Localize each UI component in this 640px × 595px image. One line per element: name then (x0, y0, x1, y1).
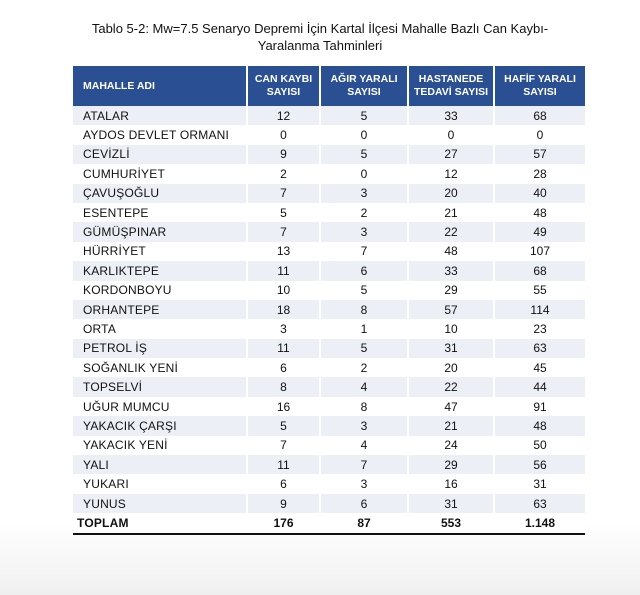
cell-light-injured: 49 (494, 222, 585, 241)
cell-neighbourhood: GÜMÜŞPINAR (73, 222, 247, 241)
cell-hospital-treatment: 31 (408, 339, 494, 358)
table-row (73, 125, 585, 144)
cell-deaths: 18 (247, 300, 320, 319)
cell-hospital-treatment: 24 (408, 436, 494, 455)
cell-neighbourhood: KARLIKTEPE (73, 261, 247, 280)
cell-hospital-treatment: 0 (408, 125, 494, 144)
table-header (73, 66, 585, 106)
cell-deaths: 7 (247, 222, 320, 241)
cell-hospital-treatment: 10 (408, 319, 494, 338)
table-row (73, 397, 585, 416)
cell-severe-injured: 7 (320, 242, 408, 261)
cell-deaths: 13 (247, 242, 320, 261)
cell-severe-injured: 3 (320, 184, 408, 203)
cell-severe-injured: 3 (320, 416, 408, 435)
cell-neighbourhood: YAKACIK YENİ (73, 436, 247, 455)
table-row (73, 222, 585, 241)
cell-light-injured: 0 (494, 125, 585, 144)
cell-deaths: 11 (247, 455, 320, 474)
table-row (73, 106, 585, 125)
cell-neighbourhood: ATALAR (73, 106, 247, 125)
cell-hospital-treatment: 29 (408, 455, 494, 474)
cell-severe-injured: 8 (320, 397, 408, 416)
cell-light-injured: 28 (494, 164, 585, 183)
cell-light-injured: 50 (494, 436, 585, 455)
cell-hospital-treatment: 21 (408, 203, 494, 222)
cell-neighbourhood: CUMHURİYET (73, 164, 247, 183)
cell-deaths: 16 (247, 397, 320, 416)
cell-severe-injured: 5 (320, 281, 408, 300)
cell-deaths: 2 (247, 164, 320, 183)
cell-severe-injured: 6 (320, 494, 408, 513)
cell-deaths: 7 (247, 184, 320, 203)
cell-deaths: 10 (247, 281, 320, 300)
cell-neighbourhood: UĞUR MUMCU (73, 397, 247, 416)
cell-deaths: 9 (247, 145, 320, 164)
cell-severe-injured: 4 (320, 436, 408, 455)
cell-neighbourhood: YUKARI (73, 474, 247, 493)
table-row (73, 339, 585, 358)
cell-severe-injured: 0 (320, 125, 408, 144)
cell-deaths: 0 (247, 125, 320, 144)
cell-light-injured: 63 (494, 339, 585, 358)
cell-neighbourhood: ORHANTEPE (73, 300, 247, 319)
cell-severe-injured: 5 (320, 106, 408, 125)
cell-light-injured: 91 (494, 397, 585, 416)
cell-hospital-treatment: 20 (408, 358, 494, 377)
cell-neighbourhood: CEVİZLİ (73, 145, 247, 164)
table-row (73, 281, 585, 300)
cell-severe-injured: 3 (320, 222, 408, 241)
cell-hospital-treatment: 48 (408, 242, 494, 261)
table-row (73, 261, 585, 280)
cell-deaths: 12 (247, 106, 320, 125)
header-deaths: CAN KAYBI SAYISI (247, 66, 320, 106)
table-caption (70, 20, 570, 54)
table-body (73, 106, 585, 534)
table-row (73, 474, 585, 493)
cell-severe-injured: 2 (320, 358, 408, 377)
table-row (73, 358, 585, 377)
caption-line-2: Yaralanma Tahminleri (257, 38, 383, 53)
header-light-injured: HAFİF YARALI SAYISI (494, 66, 585, 106)
table-row (73, 436, 585, 455)
cell-neighbourhood: ÇAVUŞOĞLU (73, 184, 247, 203)
cell-severe-injured: 5 (320, 339, 408, 358)
cell-neighbourhood: ORTA (73, 319, 247, 338)
cell-deaths: 6 (247, 358, 320, 377)
header-row (73, 66, 585, 106)
cell-hospital-treatment: 47 (408, 397, 494, 416)
cell-light-injured: 48 (494, 203, 585, 222)
cell-neighbourhood: ESENTEPE (73, 203, 247, 222)
table-row (73, 145, 585, 164)
cell-neighbourhood: KORDONBOYU (73, 281, 247, 300)
cell-severe-injured: 2 (320, 203, 408, 222)
cell-hospital-treatment: 12 (408, 164, 494, 183)
cell-severe-injured: 3 (320, 474, 408, 493)
header-severe-injured: AĞIR YARALI SAYISI (320, 66, 408, 106)
cell-light-injured: 114 (494, 300, 585, 319)
cell-light-injured: 23 (494, 319, 585, 338)
cell-light-injured: 68 (494, 106, 585, 125)
cell-neighbourhood: TOPSELVİ (73, 377, 247, 396)
table-row (73, 319, 585, 338)
cell-severe-injured: 0 (320, 164, 408, 183)
cell-severe-injured: 6 (320, 261, 408, 280)
cell-neighbourhood: HÜRRİYET (73, 242, 247, 261)
cell-deaths: 9 (247, 494, 320, 513)
total-cell-neighbourhood: TOPLAM (73, 513, 247, 533)
cell-severe-injured: 8 (320, 300, 408, 319)
cell-deaths: 5 (247, 416, 320, 435)
table-row (73, 377, 585, 396)
total-cell-severe-injured: 87 (320, 513, 408, 533)
cell-neighbourhood: AYDOS DEVLET ORMANI (73, 125, 247, 144)
cell-hospital-treatment: 29 (408, 281, 494, 300)
cell-light-injured: 57 (494, 145, 585, 164)
cell-light-injured: 31 (494, 474, 585, 493)
cell-deaths: 5 (247, 203, 320, 222)
cell-light-injured: 45 (494, 358, 585, 377)
cell-hospital-treatment: 33 (408, 106, 494, 125)
header-hospital-treatment: HASTANEDE TEDAVİ SAYISI (408, 66, 494, 106)
table-row (73, 242, 585, 261)
cell-severe-injured: 5 (320, 145, 408, 164)
cell-light-injured: 63 (494, 494, 585, 513)
total-cell-hospital-treatment: 553 (408, 513, 494, 533)
table-row (73, 300, 585, 319)
cell-hospital-treatment: 31 (408, 494, 494, 513)
cell-light-injured: 55 (494, 281, 585, 300)
cell-hospital-treatment: 27 (408, 145, 494, 164)
cell-light-injured: 44 (494, 377, 585, 396)
cell-severe-injured: 7 (320, 455, 408, 474)
cell-deaths: 7 (247, 436, 320, 455)
cell-neighbourhood: YUNUS (73, 494, 247, 513)
table-row (73, 455, 585, 474)
cell-hospital-treatment: 57 (408, 300, 494, 319)
cell-hospital-treatment: 16 (408, 474, 494, 493)
cell-hospital-treatment: 22 (408, 222, 494, 241)
header-neighbourhood: MAHALLE ADI (73, 66, 247, 106)
total-cell-light-injured: 1.148 (494, 513, 585, 533)
table-row (73, 416, 585, 435)
cell-deaths: 11 (247, 261, 320, 280)
cell-light-injured: 48 (494, 416, 585, 435)
cell-deaths: 3 (247, 319, 320, 338)
table-row (73, 203, 585, 222)
cell-hospital-treatment: 21 (408, 416, 494, 435)
casualty-table (73, 66, 585, 535)
cell-severe-injured: 4 (320, 377, 408, 396)
cell-deaths: 6 (247, 474, 320, 493)
cell-hospital-treatment: 33 (408, 261, 494, 280)
table-row (73, 164, 585, 183)
cell-hospital-treatment: 20 (408, 184, 494, 203)
cell-deaths: 11 (247, 339, 320, 358)
cell-deaths: 8 (247, 377, 320, 396)
cell-severe-injured: 1 (320, 319, 408, 338)
total-cell-deaths: 176 (247, 513, 320, 533)
table-row (73, 184, 585, 203)
table-row (73, 494, 585, 513)
cell-neighbourhood: YAKACIK ÇARŞI (73, 416, 247, 435)
cell-neighbourhood: YALI (73, 455, 247, 474)
cell-light-injured: 56 (494, 455, 585, 474)
cell-light-injured: 68 (494, 261, 585, 280)
caption-line-1: Tablo 5-2: Mw=7.5 Senaryo Depremi İçin Kartal İlçesi Mahalle Bazlı Can Kaybı- (91, 21, 549, 36)
cell-neighbourhood: SOĞANLIK YENİ (73, 358, 247, 377)
cell-light-injured: 107 (494, 242, 585, 261)
cell-hospital-treatment: 22 (408, 377, 494, 396)
cell-light-injured: 40 (494, 184, 585, 203)
cell-neighbourhood: PETROL İŞ (73, 339, 247, 358)
total-row (73, 513, 585, 533)
